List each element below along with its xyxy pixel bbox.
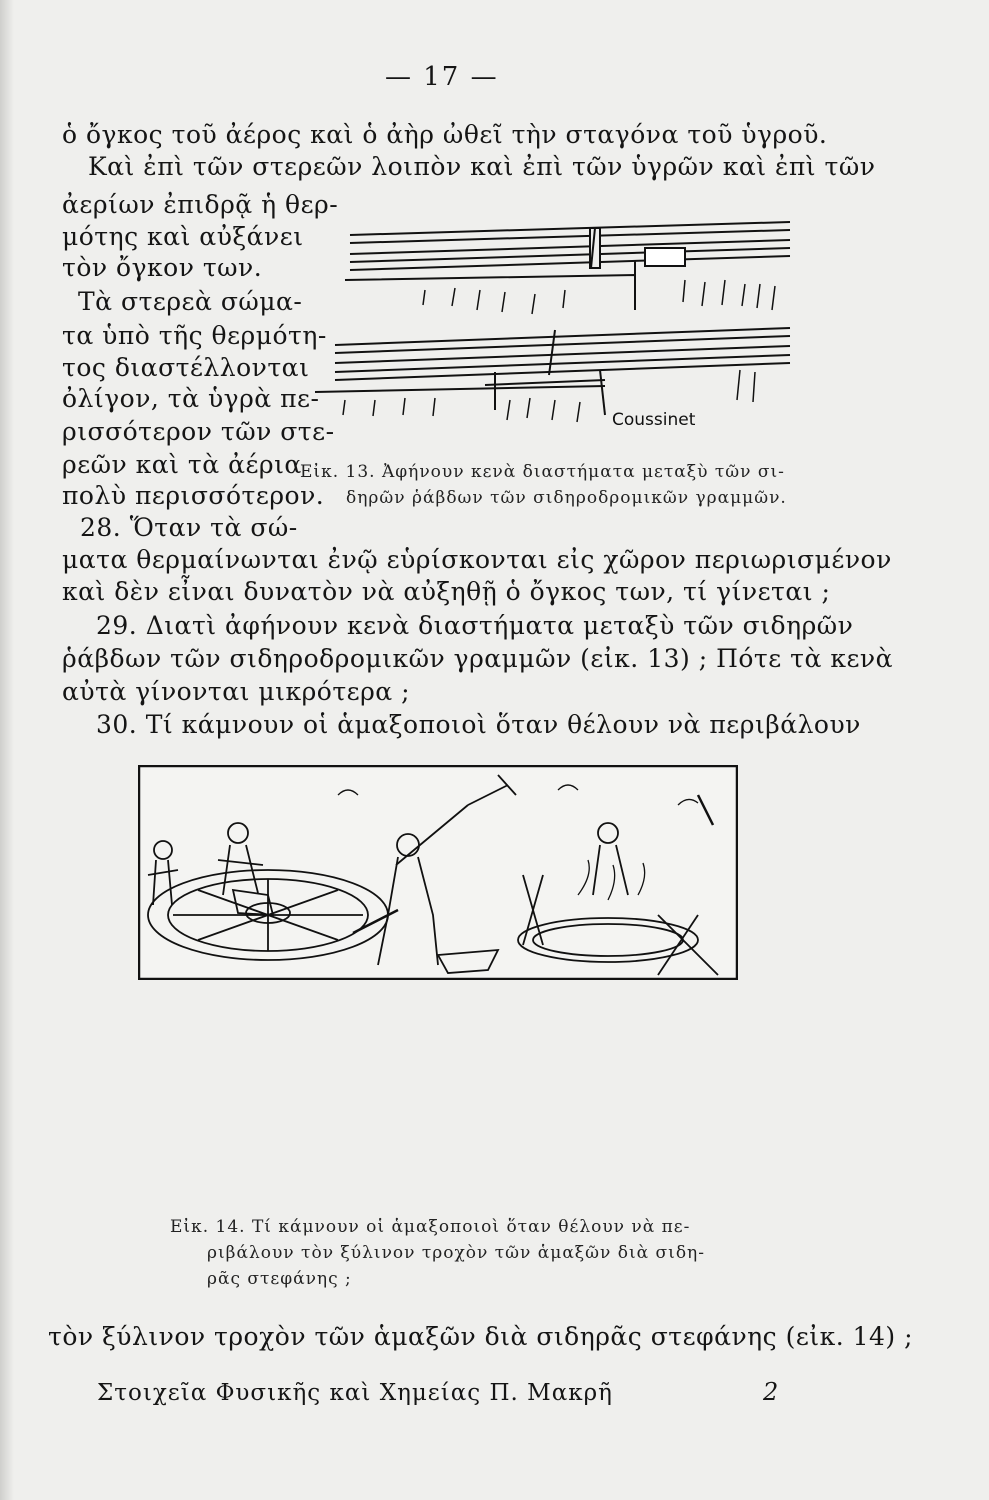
body-line: ρισσότερον τῶν στε- — [62, 417, 335, 446]
footer-sheet-number: 2 — [763, 1378, 779, 1406]
body-line: Τὰ στερεὰ σώμα- — [78, 287, 303, 316]
body-line: αὐτὰ γίνονται μικρότερα ; — [62, 677, 411, 706]
body-line: ῥάβδων τῶν σιδηροδρομικῶν γραμμῶν (εἰκ. 13) ; Πότε τὰ κενὰ — [62, 644, 893, 673]
body-line: πολὺ περισσότερον. — [62, 481, 325, 510]
body-line: τὸν ὄγκον των. — [62, 253, 263, 282]
body-line: μότης καὶ αὐξάνει — [62, 222, 304, 251]
body-line: ὀλίγον, τὰ ὑγρὰ πε- — [62, 384, 320, 413]
body-line: ρεῶν καὶ τὰ ἀέρια — [62, 450, 302, 479]
figure13-caption-line1: Εἰκ. 13. Ἀφήνουν κενὰ διαστήματα μεταξὺ τῶν σι- — [300, 462, 785, 482]
figure14-caption-line2: ριβάλουν τὸν ξύλινον τροχὸν τῶν ἁμαξῶν διὰ σιδη- — [207, 1243, 705, 1263]
body-line: τα ὑπὸ τῆς θερμότη- — [62, 321, 327, 350]
body-line: ματα θερμαίνωνται ἐνῷ εὑρίσκονται εἰς χῶρον περιωρισμένον — [62, 545, 892, 574]
body-line: 28. Ὅταν τὰ σώ- — [80, 513, 298, 542]
body-line: ἀερίων ἐπιδρᾷ ἡ θερ- — [62, 190, 339, 219]
body-line: 30. Τί κάμνουν οἱ ἁμαξοποιοὶ ὅταν θέλουν νὰ περιβάλουν — [96, 710, 861, 739]
footer-book-title: Στοιχεῖα Φυσικῆς καὶ Χημείας Π. Μακρῆ — [97, 1380, 613, 1406]
body-line: τος διαστέλλονται — [62, 353, 310, 382]
body-line: 29. Διατὶ ἀφήνουν κενὰ διαστήματα μεταξὺ τῶν σιδηρῶν — [96, 611, 854, 640]
page-edge-shadow — [0, 0, 14, 1500]
body-line: ὁ ὄγκος τοῦ ἀέρος καὶ ὁ ἀὴρ ὠθεῖ τὴν σταγόνα τοῦ ὑγροῦ. — [62, 120, 828, 149]
figure14-caption-line3: ρᾶς στεφάνης ; — [207, 1269, 352, 1289]
body-line: καὶ δὲν εἶναι δυνατὸν νὰ αὐξηθῇ ὁ ὄγκος των, τί γίνεται ; — [62, 577, 831, 606]
figure13-caption-line2: δηρῶν ῥάβδων τῶν σιδηροδρομικῶν γραμμῶν. — [346, 488, 787, 508]
coussinet-label: Coussinet — [612, 410, 696, 430]
wheelwright-workshop-illustration — [138, 765, 738, 980]
body-line: Καὶ ἐπὶ τῶν στερεῶν λοιπὸν καὶ ἐπὶ τῶν ὑγρῶν καὶ ἐπὶ τῶν — [88, 152, 876, 181]
page-number: — 17 — — [385, 62, 499, 92]
rail-gap-illustration — [305, 210, 795, 450]
body-line: τὸν ξύλινον τροχὸν τῶν ἁμαξῶν διὰ σιδηρᾶς στεφάνης (εἰκ. 14) ; — [48, 1322, 914, 1351]
figure14-caption-line1: Εἰκ. 14. Τί κάμνουν οἱ ἁμαξοποιοὶ ὅταν θέλουν νὰ πε- — [170, 1217, 691, 1237]
